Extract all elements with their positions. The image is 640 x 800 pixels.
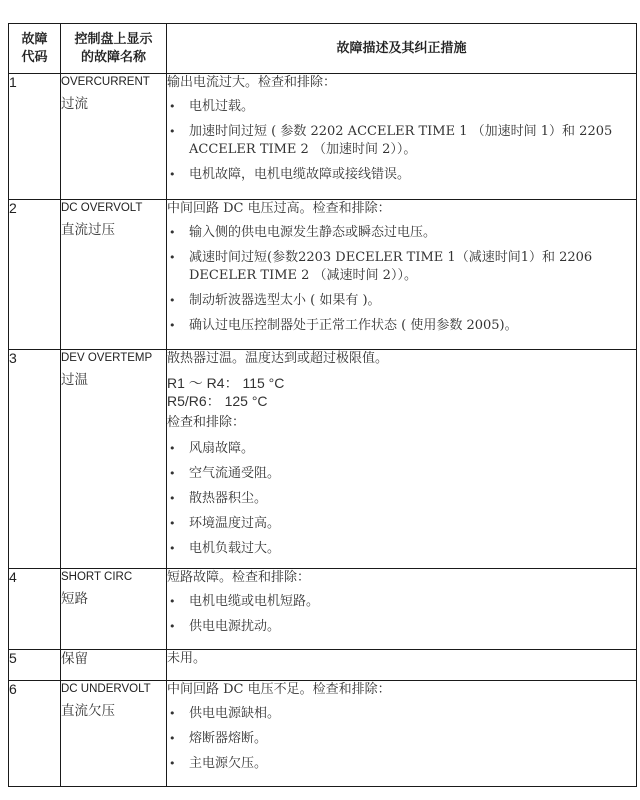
bullet-item	[167, 224, 636, 242]
fault-name-zh: 过温	[61, 372, 88, 388]
fault-name-en: DEV OVERTEMP	[61, 352, 153, 364]
fault-name-cell	[61, 200, 167, 350]
bullet-text: 电机过载。	[189, 99, 255, 114]
fault-code-cell: 1	[9, 74, 61, 200]
bullet-item	[167, 540, 636, 558]
bullet-icon: •	[169, 294, 176, 307]
bullet-item	[167, 465, 636, 483]
bullet-icon: •	[169, 595, 176, 608]
table-row	[9, 681, 637, 787]
fault-description-cell	[167, 74, 637, 200]
fault-code-table	[8, 23, 637, 787]
fault-name-zh: 短路	[61, 591, 88, 607]
temperature-limit-line: R5/R6： 125 °C	[167, 393, 268, 409]
fault-name-cell	[61, 74, 167, 200]
fault-description-cell	[167, 569, 637, 650]
bullet-item	[167, 593, 636, 611]
fault-name-cell	[61, 681, 167, 787]
fault-name-cell	[61, 350, 167, 569]
fault-name-en: DC UNDERVOLT	[61, 683, 151, 695]
bullet-text: 风扇故障。	[189, 441, 255, 456]
fault-name-cell	[61, 650, 167, 681]
bullet-item	[167, 490, 636, 508]
bullet-icon: •	[169, 492, 176, 505]
bullet-text: 加速时间过短 ( 参数 2202 ACCELER TIME 1 （加速时间 1）和 2205 ACCELER TIME 2 （加速时间 2））。	[189, 124, 613, 157]
bullet-icon: •	[169, 100, 176, 113]
fault-description-cell	[167, 650, 637, 681]
fault-code-cell: 4	[9, 569, 61, 650]
bullet-item	[167, 515, 636, 533]
bullet-text: 电机负载过大。	[189, 541, 281, 556]
bullet-text: 主电源欠压。	[189, 756, 268, 771]
fault-name-zh: 直流过压	[61, 222, 115, 238]
bullet-item	[167, 705, 636, 723]
fault-code-cell: 3	[9, 350, 61, 569]
fault-code-cell: 6	[9, 681, 61, 787]
bullet-icon: •	[169, 125, 176, 138]
header-fault-description: 故障描述及其纠正措施	[167, 24, 637, 74]
bullet-item	[167, 166, 636, 184]
bullet-icon: •	[169, 319, 176, 332]
fault-description-cell	[167, 200, 637, 350]
bullet-text: 散热器积尘。	[189, 491, 268, 506]
bullet-item	[167, 249, 636, 285]
table-row	[9, 569, 637, 650]
bullet-text: 环境温度过高。	[189, 516, 281, 531]
description-sub-lead: 检查和排除：	[167, 415, 246, 430]
bullet-icon: •	[169, 542, 176, 555]
bullet-item	[167, 292, 636, 310]
fault-code-cell: 2	[9, 200, 61, 350]
bullet-icon: •	[169, 732, 176, 745]
bullet-text: 熔断器熔断。	[189, 731, 268, 746]
bullet-item	[167, 730, 636, 748]
bullet-text: 供电电源缺相。	[189, 706, 281, 721]
fault-name-en: OVERCURRENT	[61, 76, 150, 88]
bullet-icon: •	[169, 251, 176, 264]
temperature-limit-line: R1 ～ R4： 115 °C	[167, 375, 285, 391]
bullet-icon: •	[169, 620, 176, 633]
bullet-icon: •	[169, 467, 176, 480]
bullet-text: 制动斩波器选型太小 ( 如果有 )。	[189, 293, 381, 308]
bullet-icon: •	[169, 442, 176, 455]
bullet-item	[167, 98, 636, 116]
bullet-text: 输入侧的供电电源发生静态或瞬态过电压。	[189, 225, 437, 240]
fault-name-zh: 过流	[61, 96, 88, 112]
description-lead: 输出电流过大。检查和排除：	[167, 75, 337, 90]
bullet-text: 电机电缆或电机短路。	[189, 594, 320, 609]
bullet-icon: •	[169, 226, 176, 239]
fault-code-cell: 5	[9, 650, 61, 681]
bullet-item	[167, 618, 636, 636]
header-fault-code: 故障 代码	[9, 24, 61, 74]
bullet-icon: •	[169, 707, 176, 720]
bullet-text: 空气流通受阻。	[189, 466, 281, 481]
description-lead: 散热器过温。温度达到或超过极限值。	[167, 351, 389, 366]
bullet-text: 减速时间过短(参数2203 DECELER TIME 1（减速时间1）和 2206 DECELER TIME 2 （减速时间 2））。	[189, 250, 593, 283]
bullet-text: 确认过电压控制器处于正常工作状态 ( 使用参数 2005)。	[189, 318, 518, 333]
bullet-item	[167, 123, 636, 159]
bullet-item	[167, 440, 636, 458]
fault-name-zh: 保留	[61, 651, 88, 667]
table-row	[9, 74, 637, 200]
table-row	[9, 200, 637, 350]
fault-description-cell	[167, 350, 637, 569]
bullet-icon: •	[169, 757, 176, 770]
header-fault-name: 控制盘上显示 的故障名称	[61, 24, 167, 74]
bullet-item	[167, 755, 636, 773]
bullet-text: 电机故障，电机电缆故障或接线错误。	[189, 167, 411, 182]
fault-name-en: DC OVERVOLT	[61, 202, 143, 214]
description-lead: 未用。	[167, 651, 207, 666]
description-lead: 短路故障。检查和排除：	[167, 570, 311, 585]
table-row	[9, 350, 637, 569]
fault-name-en: SHORT CIRC	[61, 571, 133, 583]
table-row	[9, 650, 637, 681]
fault-name-zh: 直流欠压	[61, 703, 115, 719]
fault-name-cell	[61, 569, 167, 650]
description-lead: 中间回路 DC 电压过高。检查和排除：	[167, 201, 391, 216]
table-header-row	[9, 24, 637, 74]
bullet-text: 供电电源扰动。	[189, 619, 281, 634]
bullet-icon: •	[169, 517, 176, 530]
description-lead: 中间回路 DC 电压不足。检查和排除：	[167, 682, 391, 697]
fault-description-cell	[167, 681, 637, 787]
bullet-icon: •	[169, 168, 176, 181]
bullet-item	[167, 317, 636, 335]
